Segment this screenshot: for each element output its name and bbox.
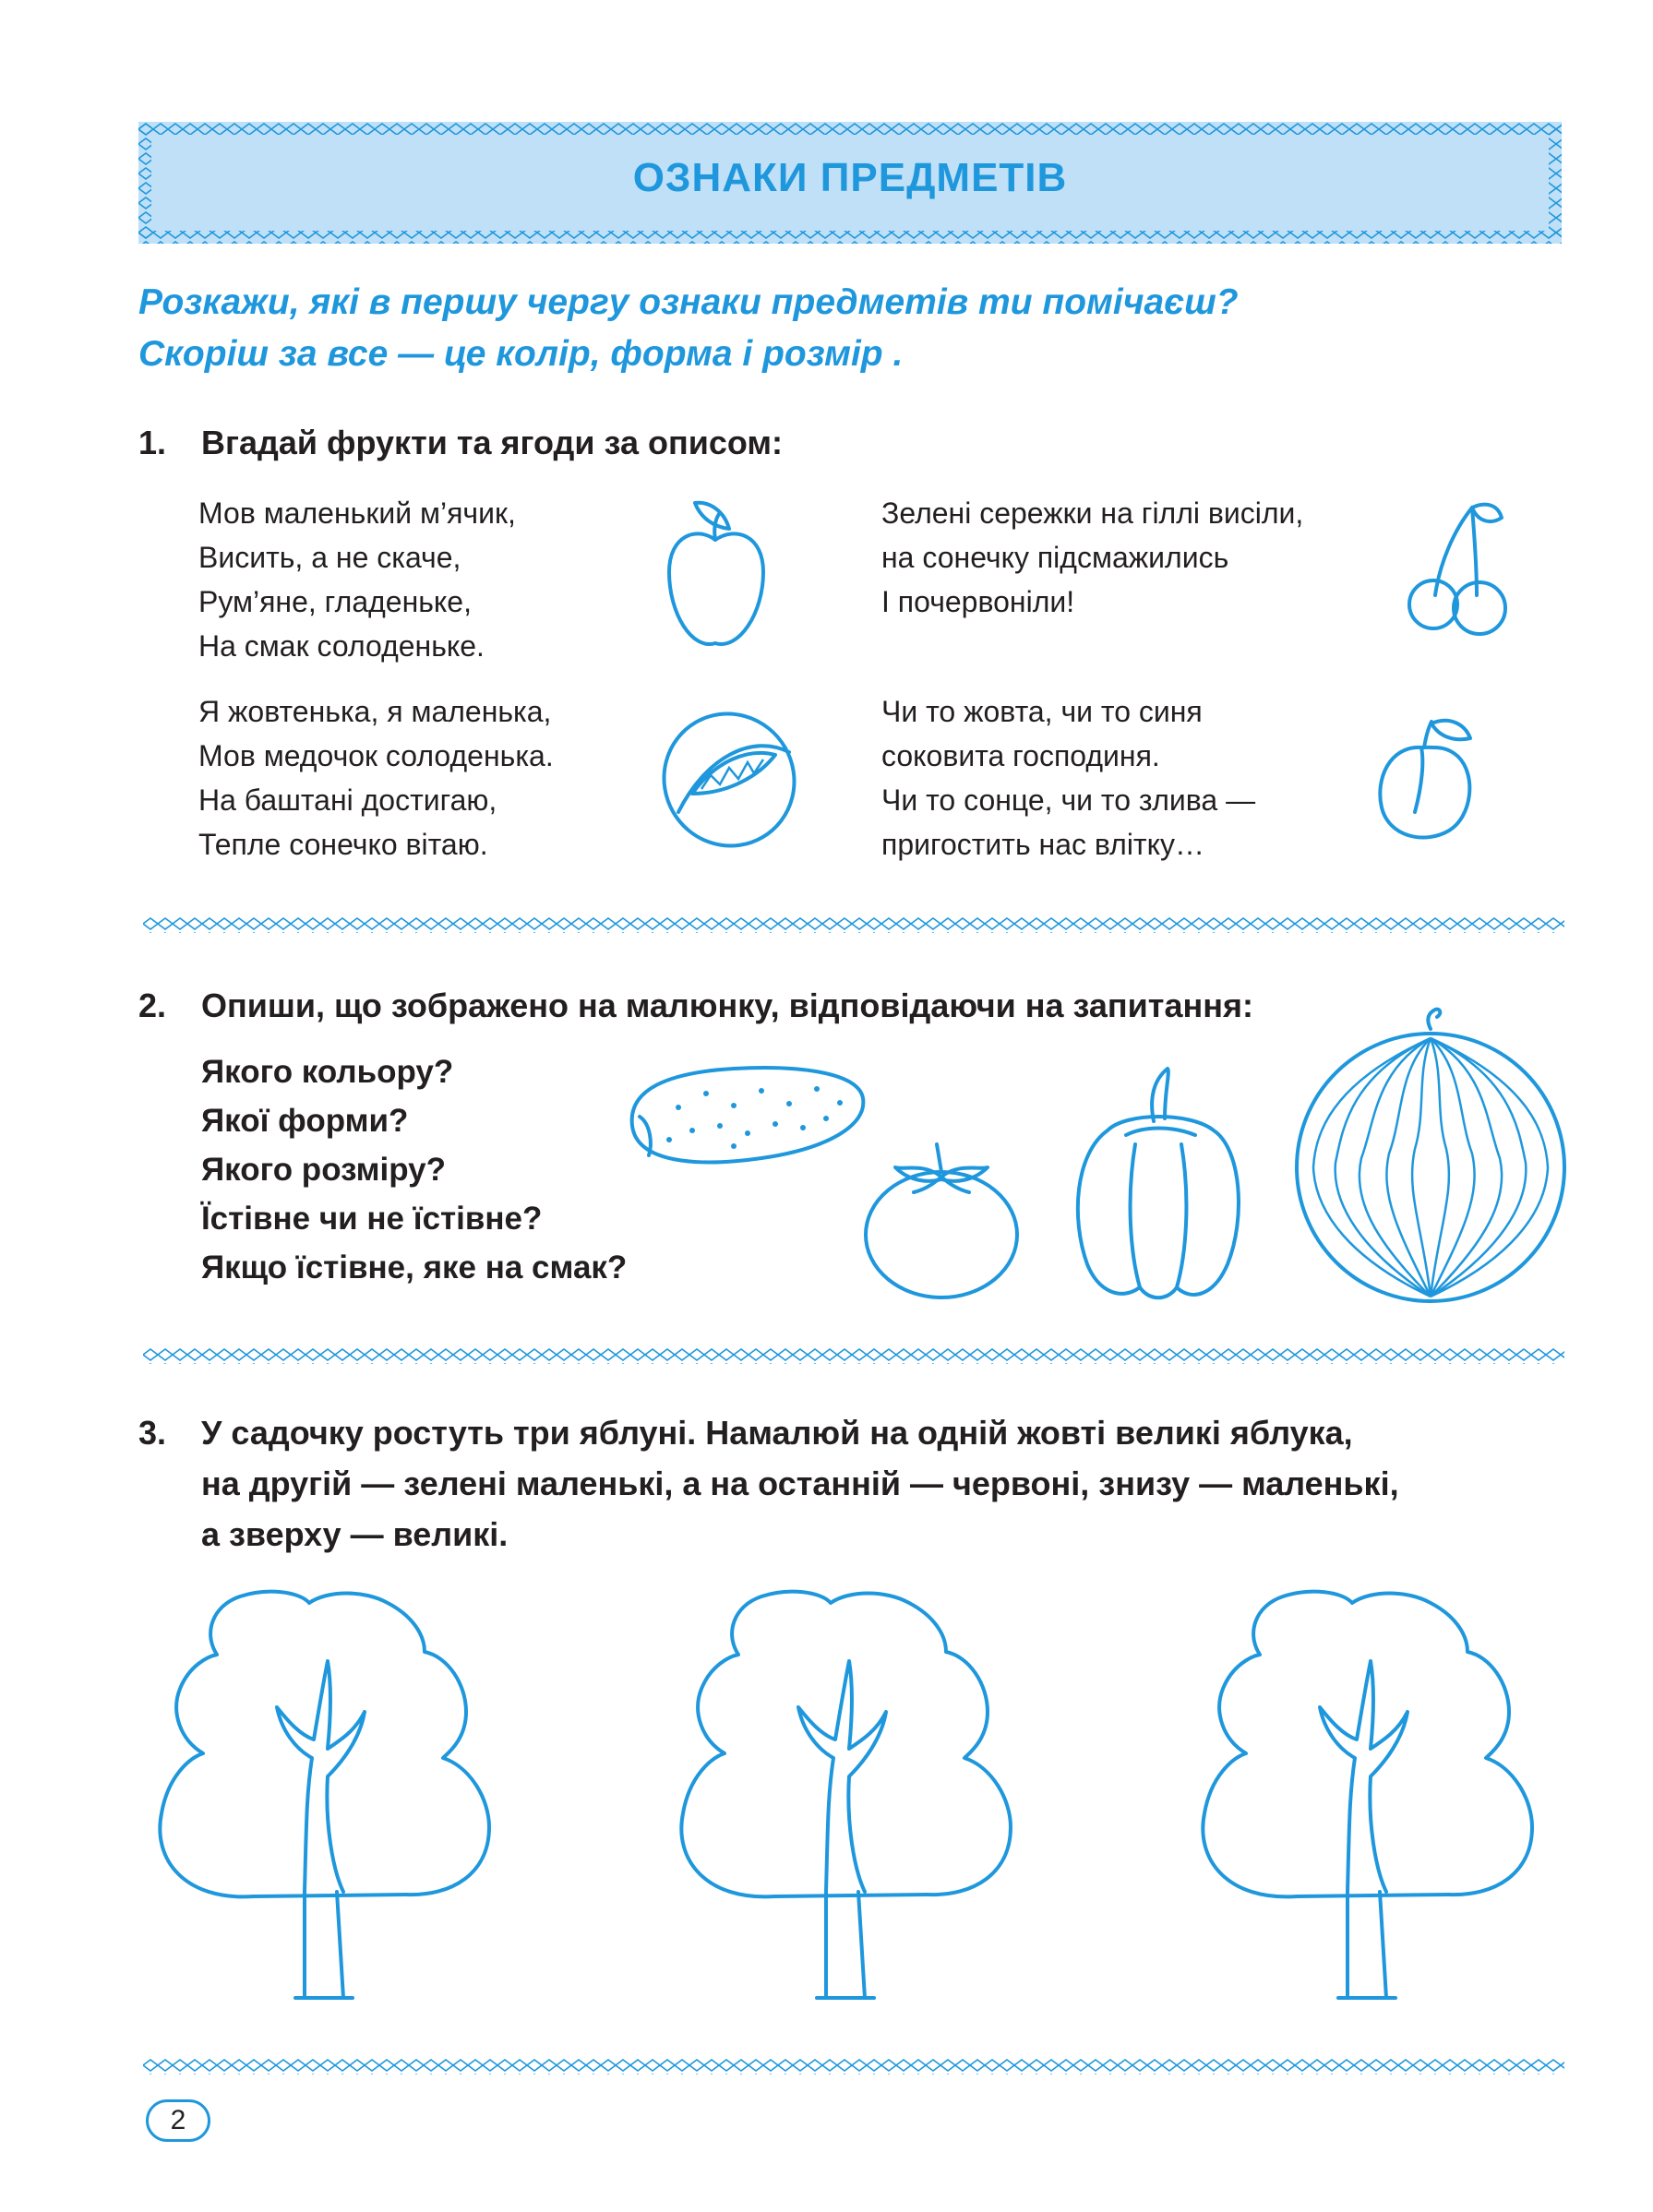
riddle-line: Мов медочок солоденька.	[198, 739, 554, 772]
plum-icon	[1371, 711, 1491, 849]
task2-title	[138, 983, 1253, 1029]
intro-text	[138, 277, 1578, 380]
divider	[143, 916, 1564, 933]
task3-text	[138, 1407, 1560, 1560]
riddle-plum	[881, 689, 1255, 867]
question-item: Якого розміру?	[201, 1152, 447, 1188]
tree-outline[interactable]	[160, 1592, 489, 1998]
tree-outline[interactable]	[681, 1592, 1011, 1998]
trees-drawing-area	[148, 1583, 1587, 2063]
page-title: ОЗНАКИ ПРЕДМЕТІВ	[632, 155, 1068, 200]
page-number: 2	[146, 2099, 210, 2142]
apple-icon	[660, 494, 771, 660]
question-item: Якого кольору?	[201, 1054, 454, 1090]
task3-line-2: на другій — зелені маленькі, а на останній — червоні, знизу — маленькі,	[201, 1465, 1399, 1502]
question-item: Якої форми?	[201, 1103, 409, 1139]
task2-title-text: Опиши, що зображено на малюнку, відповідаючи на запитання:	[201, 986, 1253, 1024]
riddle-line: Я жовтенька, я маленька,	[198, 695, 552, 728]
cucumber-icon	[614, 1052, 877, 1181]
task1-number: 1.	[138, 424, 167, 461]
riddle-melon	[198, 689, 554, 867]
riddle-line: соковита господиня.	[881, 739, 1160, 772]
riddle-line: Чи то жовта, чи то синя	[881, 695, 1203, 728]
header-banner	[138, 122, 1562, 244]
watermelon-icon	[1288, 997, 1574, 1310]
riddle-line: Тепле сонечко вітаю.	[198, 828, 488, 861]
pepper-icon	[1061, 1061, 1255, 1306]
task2-number: 2.	[138, 986, 167, 1024]
task1-title	[138, 420, 783, 466]
melon-icon	[651, 701, 808, 858]
tree-outline[interactable]	[1203, 1592, 1532, 1998]
riddle-line: На смак солоденьке.	[198, 629, 485, 663]
tomato-icon	[858, 1126, 1024, 1301]
intro-line-2: Скоріш за все — це колір, форма і розмір .	[138, 334, 904, 374]
task3-line-1: У садочку ростуть три яблуні. Намалюй на одній жовті великі яблука,	[201, 1414, 1353, 1452]
riddle-line: І почервоніли!	[881, 585, 1075, 618]
task2-questions	[201, 1047, 627, 1292]
riddle-line: на сонечку підсмажились	[881, 541, 1229, 574]
question-item: Якщо їстівне, яке на смак?	[201, 1249, 628, 1285]
riddle-line: Чи то сонце, чи то злива —	[881, 783, 1256, 817]
task1-title-text: Вгадай фрукти та ягоди за описом:	[201, 424, 783, 461]
riddle-line: Висить, а не скаче,	[198, 541, 461, 574]
question-item: Їстівне чи не їстівне?	[201, 1201, 543, 1237]
riddle-cherry	[881, 491, 1303, 624]
riddle-line: На баштані достигаю,	[198, 783, 497, 817]
cherry-icon	[1398, 494, 1527, 641]
riddle-line: Рум’яне, гладеньке,	[198, 585, 472, 618]
task3-number: 3.	[138, 1414, 167, 1452]
riddle-apple	[198, 491, 516, 668]
riddle-line: Зелені сережки на гіллі висіли,	[881, 496, 1304, 530]
intro-line-1: Розкажи, які в першу чергу ознаки предметів ти помічаєш?	[138, 282, 1239, 322]
riddle-line: Мов маленький м’ячик,	[198, 496, 516, 530]
riddle-line: пригостить нас влітку…	[881, 828, 1204, 861]
task3-line-3: а зверху — великі.	[201, 1515, 509, 1553]
divider	[143, 2058, 1564, 2074]
divider	[143, 1347, 1564, 1364]
